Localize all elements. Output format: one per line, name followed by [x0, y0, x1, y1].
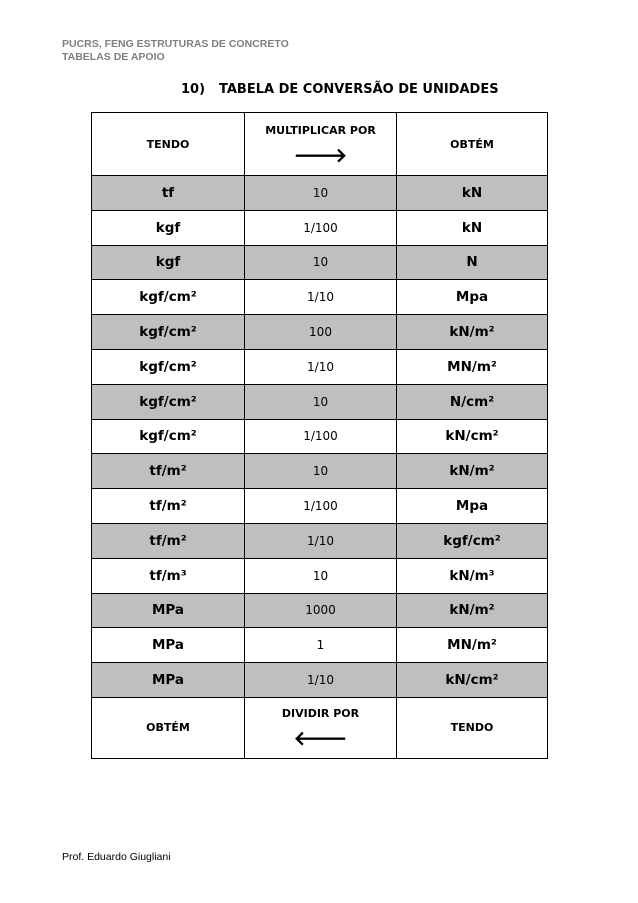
- factor-cell: 10: [245, 384, 397, 419]
- factor-cell: 1: [245, 628, 397, 663]
- from-unit-cell: MPa: [92, 663, 245, 698]
- author-footer: Prof. Eduardo Giugliani: [62, 851, 171, 863]
- from-unit-cell: kgf/cm²: [92, 280, 245, 315]
- factor-cell: 1/10: [245, 523, 397, 558]
- from-unit-cell: kgf/cm²: [92, 419, 245, 454]
- from-unit-cell: tf/m²: [92, 489, 245, 524]
- table-title-text: TABELA DE CONVERSÃO DE UNIDADES: [219, 82, 499, 97]
- factor-cell: 1/10: [245, 280, 397, 315]
- factor-cell: 10: [245, 454, 397, 489]
- to-unit-cell: Mpa: [397, 280, 548, 315]
- table-row: [92, 384, 548, 419]
- factor-cell: 10: [245, 176, 397, 211]
- from-unit-cell: MPa: [92, 628, 245, 663]
- footer-dividir: [245, 697, 397, 758]
- footer-tendo: TENDO: [397, 697, 548, 758]
- table-row: [92, 454, 548, 489]
- from-unit-cell: kgf/cm²: [92, 384, 245, 419]
- to-unit-cell: N/cm²: [397, 384, 548, 419]
- footer-obtem: OBTÉM: [92, 697, 245, 758]
- to-unit-cell: kN: [397, 176, 548, 211]
- from-unit-cell: MPa: [92, 593, 245, 628]
- table-footer-row: [92, 697, 548, 758]
- table-row: [92, 245, 548, 280]
- table-row: [92, 280, 548, 315]
- to-unit-cell: kgf/cm²: [397, 523, 548, 558]
- from-unit-cell: kgf/cm²: [92, 315, 245, 350]
- header-line-subtitle: TABELAS DE APOIO: [62, 50, 165, 63]
- table-row: [92, 558, 548, 593]
- factor-cell: 1/10: [245, 663, 397, 698]
- table-row: [92, 489, 548, 524]
- factor-cell: 1/100: [245, 210, 397, 245]
- header-multiplicar-label: MULTIPLICAR POR: [265, 123, 376, 137]
- from-unit-cell: tf/m²: [92, 454, 245, 489]
- to-unit-cell: MN/m²: [397, 628, 548, 663]
- from-unit-cell: kgf: [92, 210, 245, 245]
- factor-cell: 10: [245, 245, 397, 280]
- table-title-number: 10): [181, 82, 206, 97]
- to-unit-cell: kN/cm²: [397, 419, 548, 454]
- to-unit-cell: Mpa: [397, 489, 548, 524]
- from-unit-cell: tf/m³: [92, 558, 245, 593]
- conversion-rows: [92, 176, 548, 698]
- footer-dividir-label: DIVIDIR POR: [281, 707, 360, 721]
- table-row: [92, 176, 548, 211]
- to-unit-cell: kN/m²: [397, 454, 548, 489]
- factor-cell: 100: [245, 315, 397, 350]
- document-header: [62, 38, 289, 63]
- from-unit-cell: tf/m²: [92, 523, 245, 558]
- factor-cell: 1/100: [245, 419, 397, 454]
- table-header-row: [92, 113, 548, 176]
- arrow-right-icon: 🡒: [293, 142, 348, 167]
- to-unit-cell: kN: [397, 210, 548, 245]
- from-unit-cell: tf: [92, 176, 245, 211]
- to-unit-cell: kN/cm²: [397, 663, 548, 698]
- factor-cell: 10: [245, 558, 397, 593]
- table-row: [92, 210, 548, 245]
- conversion-table: [91, 112, 548, 759]
- table-row: [92, 419, 548, 454]
- header-multiplicar: [245, 113, 397, 176]
- to-unit-cell: N: [397, 245, 548, 280]
- to-unit-cell: kN/m³: [397, 558, 548, 593]
- header-tendo: TENDO: [92, 113, 245, 176]
- table-row: [92, 628, 548, 663]
- from-unit-cell: kgf/cm²: [92, 349, 245, 384]
- table-row: [92, 593, 548, 628]
- table-row: [92, 523, 548, 558]
- arrow-left-icon: 🡐: [293, 726, 348, 751]
- header-line-course: PUCRS, FENG ESTRUTURAS DE CONCRETO: [62, 38, 289, 50]
- to-unit-cell: MN/m²: [397, 349, 548, 384]
- from-unit-cell: kgf: [92, 245, 245, 280]
- table-row: [92, 315, 548, 350]
- table-row: [92, 663, 548, 698]
- header-obtem: OBTÉM: [397, 113, 548, 176]
- table-row: [92, 349, 548, 384]
- factor-cell: 1/100: [245, 489, 397, 524]
- to-unit-cell: kN/m²: [397, 593, 548, 628]
- factor-cell: 1000: [245, 593, 397, 628]
- to-unit-cell: kN/m²: [397, 315, 548, 350]
- factor-cell: 1/10: [245, 349, 397, 384]
